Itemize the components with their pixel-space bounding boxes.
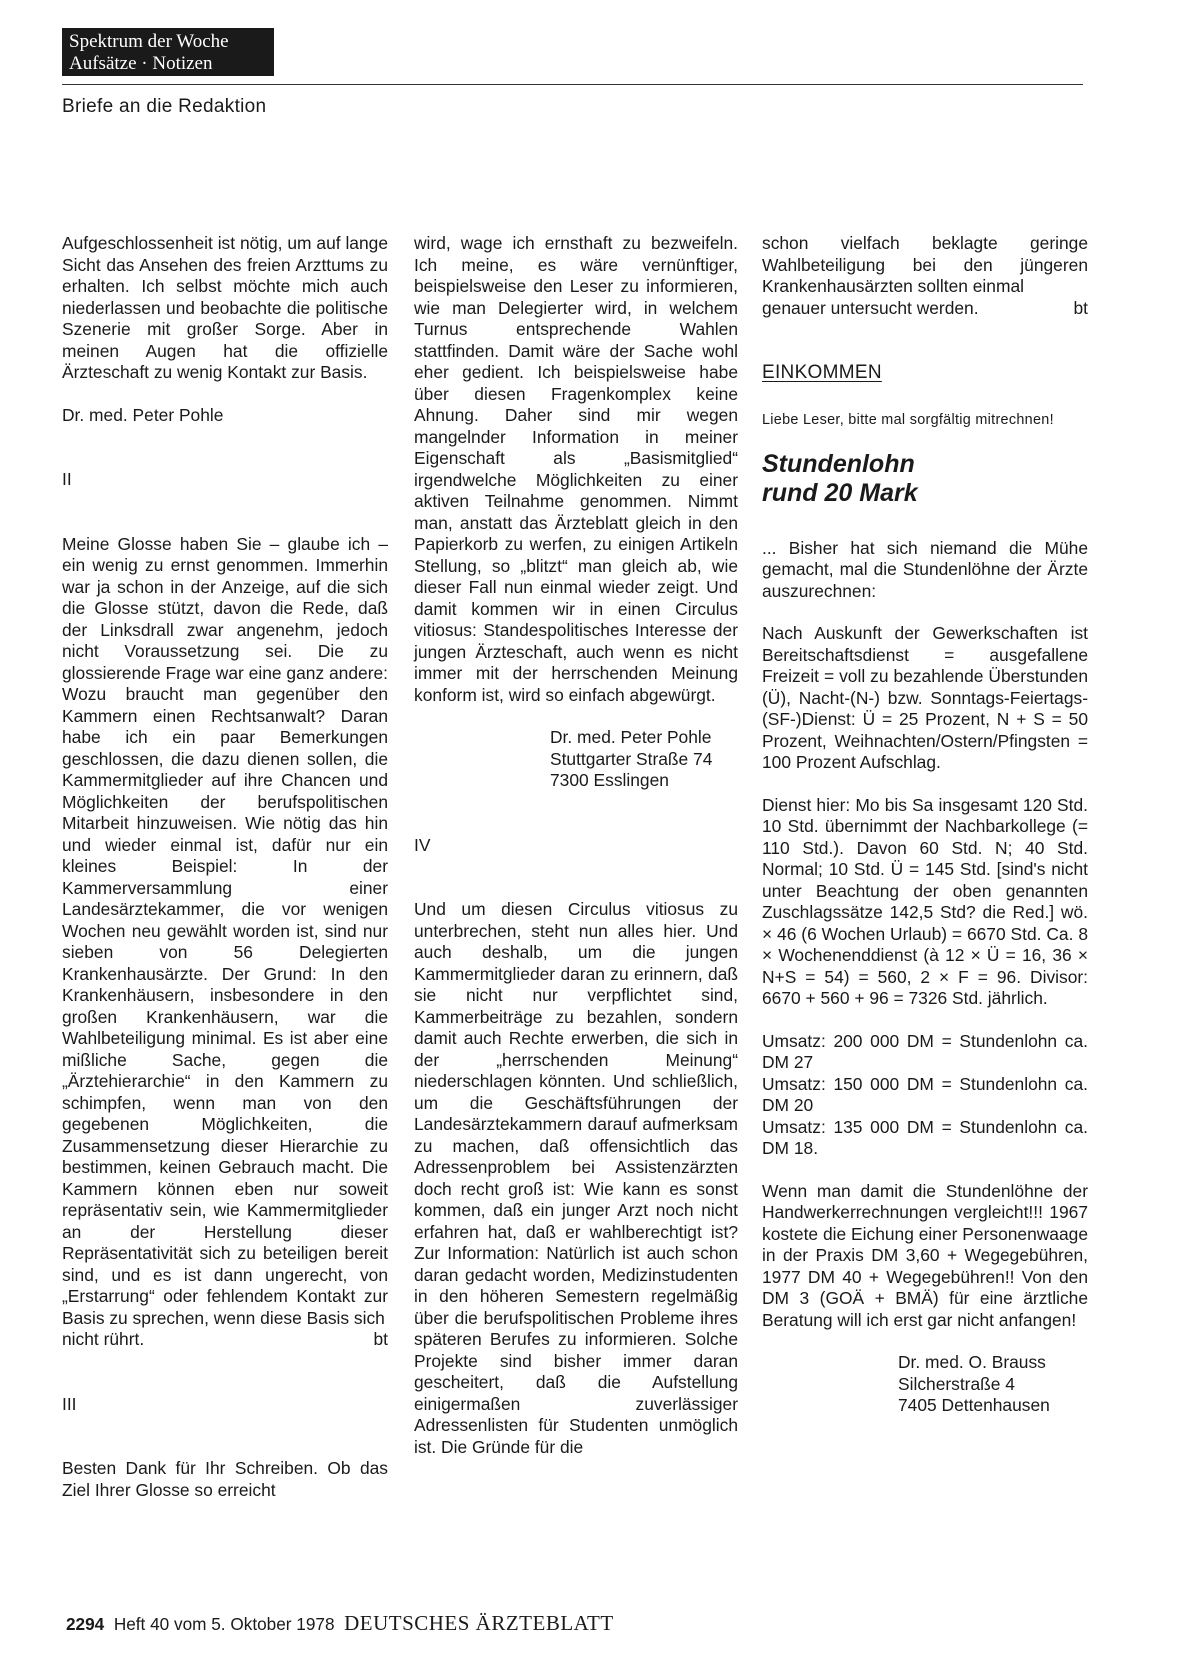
article-signature-city: 7405 Dettenhausen [898,1395,1050,1415]
journal-name: DEUTSCHES ÄRZTEBLATT [344,1611,614,1635]
section-label [62,28,274,76]
section-number-2: II [62,469,72,489]
article-kicker: EINKOMMEN [762,362,882,383]
issue-info: Heft 40 vom 5. Oktober 1978 [113,1614,335,1634]
reply4-signature: bt [1073,297,1088,318]
article-paragraph-4: Wenn man damit die Stundenlöhne der Handwerkerrechnungen vergleicht!!! 1967 kostete die Eichung einer Personenwaage in der Praxis DM 3,60 + Wegegebühren, 1977 DM 40 + Wegegebühren!! Von den DM 3 (GOÄ + BMÄ) für eine ärztliche Beratung will ich erst gar nicht anfangen! [762,1180,1088,1330]
top-rule [62,84,1083,85]
article-paragraph-3: Dienst hier: Mo bis Sa insgesamt 120 Std. 10 Std. übernimmt der Nachbarkollege (= 110 Std.). Davon 60 Std. N; 40 Std. Normal; 10 Std. Ü = 145 Std. [sind's nicht unter Beachtung der oben genannten Zuschlagssätze 142,5 Std? die Red.] wö. × 46 (6 Wochen Urlaub) = 6670 Std. Ca. 8 × Wochenenddienst (à 12 × Ü = 16, 36 × N+S = 54) = 560, 2 × F = 96. Divisor: 6670 + 560 + 96 = 7326 Std. jährlich. [762,794,1088,1008]
reply-end-row [62,1329,388,1351]
letter3-continued: wird, wage ich ernsthaft zu bezweifeln. Ich meine, es wäre vernünftiger, beispielsweise den Leser zu informieren, wie man Delegierter wird, in welchem Turnus entsprechende Wahlen stattfinden. Damit wäre der Sache wohl eher gedient. Ich beispielsweise habe über diesen Fragenkomplex keine Ahnung. Daher sind mir wegen mangelnder Information in meiner Eigenschaft als „Basismitglied“ irgendwelche Möglichkeiten zu einer aktiven Teilnahme genommen. Nimmt man, anstatt das Ärzteblatt gleich in den Papierkorb zu werfen, zu einigen Artikeln Stellung, so „blitzt“ man gleich ab, wie dieser Fall nun einmal wieder zeigt. Und damit kommen wir in einen Circulus vitiosus: Standespolitisches Interesse der jungen Ärzteschaft, auch wenn es nicht immer mit der herrschenden Meinung konform ist, wird so einfach abgewürgt. [414,233,738,705]
section-number-4: IV [414,834,431,855]
page-number: 2294 [66,1614,105,1634]
article-signature-block [762,1352,1088,1417]
reply4-last-line: genauer untersucht werden. [762,297,979,318]
letter3-signature-city: 7300 Esslingen [550,770,669,790]
reply-paragraph: Meine Glosse haben Sie – glaube ich – ein wenig zu ernst genommen. Immerhin war ja schon in der Anzeige, auf die sich die Glosse stützt, davon die Rede, daß der Linksdrall zwar angenehm, jedoch nicht Voraussetzung sei. Die zu glossierende Frage war eine ganz andere: Wozu braucht man gegenüber den Kammern einen Rechtsanwalt? Daran habe ich ein paar Bemerkungen geschlossen, die dazu dienen sollen, die Kammermitglieder auf ihre Chancen und Möglichkeiten der berufspolitischen Mitarbeit hinzuweisen. Wie nötig das hin und wieder einmal ist, dafür nur ein kleines Beispiel: In der Kammerversammlung einer Landesärztekammer, die vor wenigen Wochen neu gewählt worden ist, sind nur sieben von 56 Delegierten Krankenhausärzte. Der Grund: In den Krankenhäusern, insbesondere in den großen Krankenhäusern, war die Wahlbeteiligung minimal. Es ist aber eine mißliche Sache, gegen die „Ärztehierarchie“ in den Kammern zu schimpfen, wenn man von den gegebenen Möglichkeiten, die Zusammensetzung dieser Hierarchie zu bestimmen, keinen Gebrauch macht. Die Kammern können eben nur soweit repräsentativ sein, wie Kammermitglieder an der Herstellung dieser Repräsentativität sich zu beteiligen bereit sind, und es ist dann ungerecht, von „Erstarrung“ oder fehlendem Kontakt zur Basis zu sprechen, wenn diese Basis sich [62,533,388,1328]
article-intro: Liebe Leser, bitte mal sorgfältig mitrechnen! [762,411,1054,428]
article-title-line1: Stundenlohn [762,449,915,478]
article-title-line2: rund 20 Mark [762,478,918,507]
article-signature-name: Dr. med. O. Brauss [898,1352,1046,1372]
reply-signature: bt [373,1329,388,1349]
reply4-continued: schon vielfach beklagte geringe Wahlbeteiligung bei den jüngeren Krankenhausärzten sollten einmal [762,233,1088,296]
section-label-line1: Spektrum der Woche [69,31,229,52]
letter3-signature-name: Dr. med. Peter Pohle [550,727,712,747]
letter3-signature-block [414,727,738,792]
column-1 [62,233,388,1501]
reply-last-line: nicht rührt. [62,1329,145,1349]
revenue-line-3: Umsatz: 135 000 DM = Stundenlohn ca. DM 18. [762,1116,1088,1158]
article-signature-street: Silcherstraße 4 [898,1373,1015,1394]
section-label-line2: Aufsätze · Notizen [69,53,213,74]
letter1-paragraph: Aufgeschlossenheit ist nötig, um auf lange Sicht das Ansehen des freien Arzttums zu erhalten. Ich selbst möchte mich auch niederlassen und beobachte die politische Szenerie mit großer Sorge. Aber in meinen Augen hat die offizielle Ärzteschaft zu wenig Kontakt zur Basis. [62,233,388,382]
section-number-3: III [62,1393,77,1414]
letter3-signature-street: Stuttgarter Straße 74 [550,748,713,769]
letter1-signature: Dr. med. Peter Pohle [62,404,224,425]
page-footer [66,1611,614,1636]
article-paragraph-2: Nach Auskunft der Gewerkschaften ist Bereitschaftsdienst = ausgefallene Freizeit = voll zu bezahlende Überstunden (Ü), Nacht-(N-) bzw. Sonntags-Feiertags-(SF-)Dienst: Ü = 25 Prozent, N + S = 50 Prozent, Weihnachten/Ostern/Pfingsten = 100 Prozent Aufschlag. [762,623,1088,772]
revenue-line-2: Umsatz: 150 000 DM = Stundenlohn ca. DM 20 [762,1073,1088,1115]
reply4-end-row [762,298,1088,320]
page-title: Briefe an die Redaktion [62,96,267,117]
column-2 [414,233,738,1458]
letter3-paragraph: Besten Dank für Ihr Schreiben. Ob das Ziel Ihrer Glosse so erreicht [62,1458,388,1500]
column-3 [762,233,1088,1417]
revenue-line-1: Umsatz: 200 000 DM = Stundenlohn ca. DM 27 [762,1030,1088,1072]
reply4-paragraph: Und um diesen Circulus vitiosus zu unterbrechen, steht nun alles hier. Und auch deshalb, um die jungen Kammermitglieder daran zu erinnern, daß sie nicht nur verpflichtet sind, Kammerbeiträge zu bezahlen, sondern damit auch Rechte erwerben, die sich in der „herrschenden Meinung“ niederschlagen könnten. Und schließlich, um die Geschäftsführungen der Landesärztekammern darauf aufmerksam zu machen, daß offensichtlich das Adressenproblem bei Assistenzärzten doch recht groß ist: Wie kann es sonst kommen, daß ein junger Arzt noch nicht erfahren hat, daß er wahlberechtigt ist? Zur Information: Natürlich ist auch schon daran gedacht worden, Medizinstudenten in den höheren Semestern regelmäßig über die berufspolitischen Probleme ihres späteren Berufes zu informieren. Solche Projekte sind bisher immer daran gescheitert, daß die Aufstellung einigermaßen zuverlässiger Adressenlisten für Studenten unmöglich ist. Die Gründe für die [414,899,738,1457]
article-paragraph-1: ... Bisher hat sich niemand die Mühe gemacht, mal die Stundenlöhne der Ärzte auszurechnen: [762,537,1088,601]
